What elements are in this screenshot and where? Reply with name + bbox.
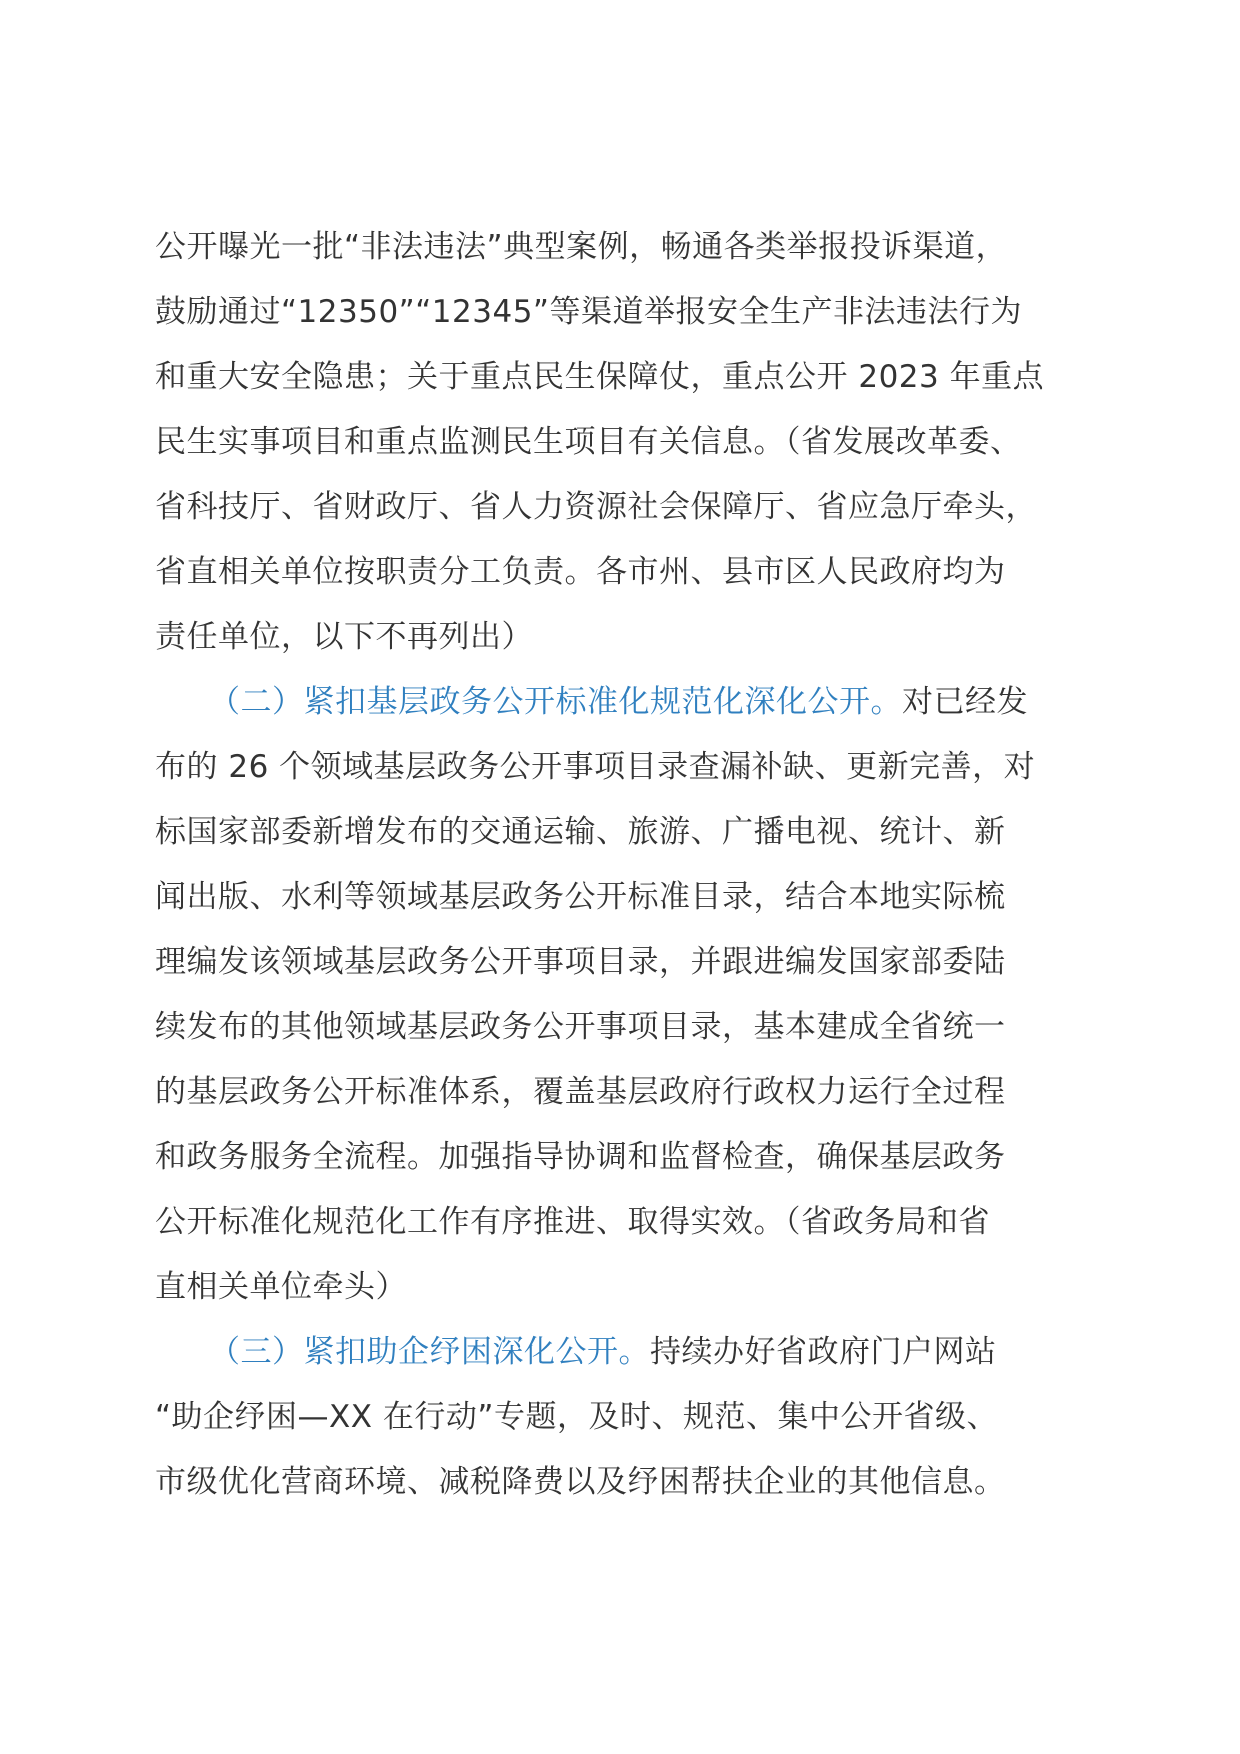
paragraph-3-first-line-text: 持续办好省政府门户网站	[650, 1334, 997, 1370]
paragraph-2-line-10: 直相关单位牵头）	[155, 1269, 407, 1305]
section-heading-3: （三）紧扣助企纾困深化公开。	[209, 1334, 650, 1370]
paragraph-2-line-8: 和政务服务全流程。加强指导协调和监督检查，确保基层政务	[155, 1139, 1006, 1175]
paragraph-2-line-9: 公开标准化规范化工作有序推进、取得实效。（省政务局和省	[155, 1204, 990, 1240]
paragraph-3-line-3: 市级优化营商环境、减税降费以及纾困帮扶企业的其他信息。	[155, 1464, 1006, 1500]
paragraph-2-first-line-text: 对已经发	[902, 684, 1028, 720]
paragraph-2-line-3: 标国家部委新增发布的交通运输、旅游、广播电视、统计、新	[155, 814, 1006, 850]
paragraph-1-line-2: 鼓励通过“12350”“12345”等渠道举报安全生产非法违法行为	[155, 294, 1022, 330]
paragraph-1-line-3: 和重大安全隐患；关于重点民生保障仗，重点公开 2023 年重点	[155, 359, 1045, 395]
paragraph-2-first-line	[209, 682, 1028, 722]
paragraph-1-line-1: 公开曝光一批“非法违法”典型案例，畅通各类举报投诉渠道，	[155, 229, 1008, 265]
paragraph-1-line-7: 责任单位，以下不再列出）	[155, 619, 533, 655]
section-heading-2: （二）紧扣基层政务公开标准化规范化深化公开。	[209, 684, 902, 720]
paragraph-3-first-line	[209, 1332, 997, 1372]
paragraph-3-line-2: “助企纾困—XX 在行动”专题，及时、规范、集中公开省级、	[155, 1399, 998, 1435]
paragraph-1-line-6: 省直相关单位按职责分工负责。各市州、县市区人民政府均为	[155, 554, 1006, 590]
paragraph-2-line-7: 的基层政务公开标准体系，覆盖基层政府行政权力运行全过程	[155, 1074, 1006, 1110]
paragraph-2-line-5: 理编发该领域基层政务公开事项目录，并跟进编发国家部委陆	[155, 944, 1006, 980]
paragraph-2-line-2: 布的 26 个领域基层政务公开事项目录查漏补缺、更新完善，对	[155, 749, 1036, 785]
paragraph-1-line-4: 民生实事项目和重点监测民生项目有关信息。（省发展改革委、	[155, 424, 1022, 460]
paragraph-2-line-6: 续发布的其他领域基层政务公开事项目录，基本建成全省统一	[155, 1009, 1006, 1045]
paragraph-1-line-5: 省科技厅、省财政厅、省人力资源社会保障厅、省应急厅牵头，	[155, 489, 1037, 525]
paragraph-2-line-4: 闻出版、水利等领域基层政务公开标准目录，结合本地实际梳	[155, 879, 1006, 915]
